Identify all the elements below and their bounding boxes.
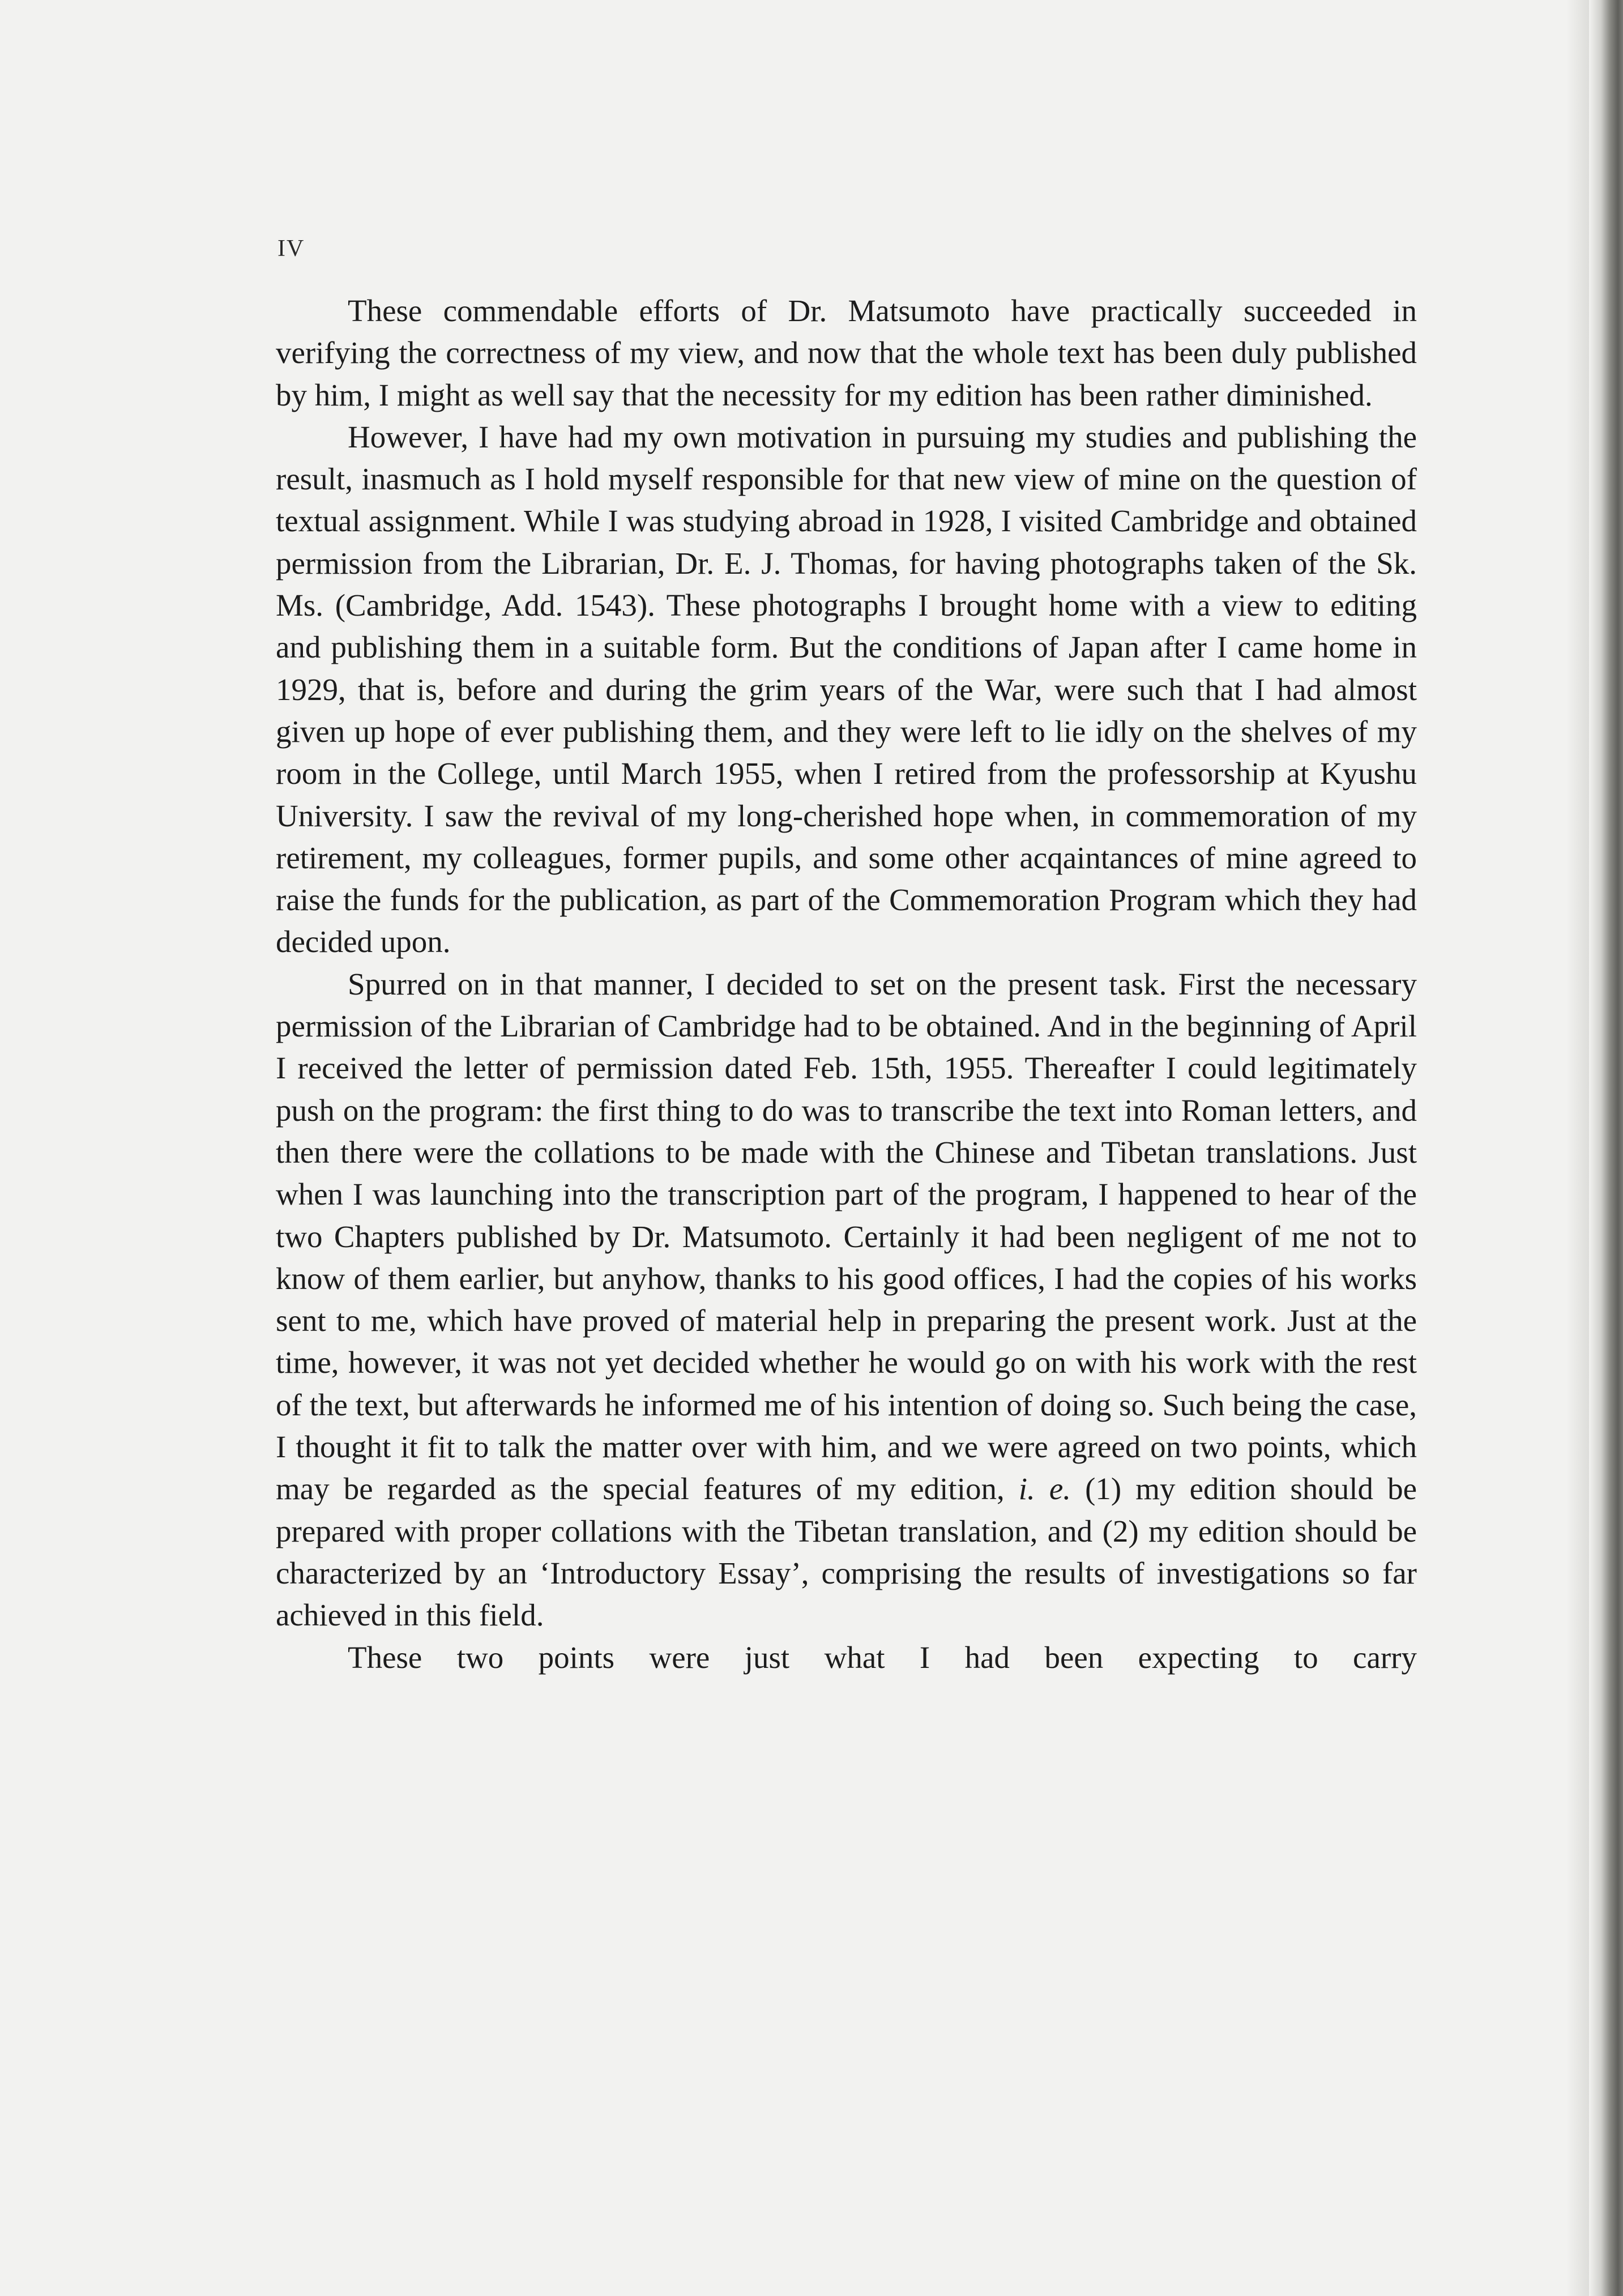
page-binding-edge bbox=[1589, 0, 1623, 2296]
page-number: IV bbox=[277, 236, 305, 262]
paragraph bbox=[276, 963, 1417, 1637]
paragraph bbox=[276, 290, 1417, 416]
paragraph-text: These commendable efforts of Dr. Matsumoto have practically succeeded in verifying the correctness of my view, and now that the whole text has been duly published by him, I might as well say that the necessity for my edition has been rather diminished. bbox=[276, 293, 1417, 412]
paragraph bbox=[276, 416, 1417, 963]
paragraph-continued bbox=[276, 1637, 1417, 1679]
paragraph-text: However, I have had my own motivation in pursuing my studies and publishing the result, inasmuch as I hold myself responsible for that new view of mine on the question of textual assignment. While I was studying abroad in 1928, I visited Cambridge and obtained permission from the Librarian, Dr. E. J. Thomas, for having photographs taken of the Sk. Ms. (Cambridge, Add. 1543). These photographs I brought home with a view to editing and publishing them in a suitable form. But the conditions of Japan after I came home in 1929, that is, before and during the grim years of the War, were such that I had almost given up hope of ever publishing them, and they were left to lie idly on the shelves of my room in the College, until March 1955, when I retired from the professorship at Kyushu University. I saw the revival of my long-cherished hope when, in commemoration of my retirement, my colleagues, former pupils, and some other acqaintances of mine agreed to raise the funds for the publication, as part of the Commemoration Program which they had decided upon. bbox=[276, 419, 1417, 959]
italic-abbreviation: i. e. bbox=[1018, 1471, 1071, 1507]
paragraph-text: Spurred on in that manner, I decided to set on the present task. First the necessary permission of the Librarian of Cambridge had to be obtained. And in the beginning of April I received the letter of permission dated Feb. 15th, 1955. Thereafter I could legitimately push on the program: the first thing to do was to transcribe the text into Roman letters, and then there were the collations to be made with the Chinese and Tibetan translations. Just when I was launching into the transcription part of the program, I happened to hear of the two Chapters published by Dr. Matsumoto. Certainly it had been negligent of me not to know of them earlier, but anyhow, thanks to his good offices, I had the copies of his works sent to me, which have proved of material help in preparing the present work. Just at the time, however, it was not yet decided whether he would go on with his work with the rest of the text, but afterwards he informed me of his intention of doing so. Such being the case, I thought it fit to talk the matter over with him, and we were agreed on two points, which may be regarded as the special features of my edition, bbox=[276, 966, 1417, 1507]
page-gutter-shadow bbox=[1566, 0, 1589, 2296]
paragraph-text: (1) my edition should be prepared with proper collations with the Tibetan translation, and (2) my edition should be characterized by an ‘Introductory Essay’, comprising the results of investigations so far achieved in this field. bbox=[276, 1471, 1417, 1633]
body-text bbox=[276, 290, 1417, 1679]
paragraph-text: These two points were just what I had been expecting to carry bbox=[348, 1640, 1417, 1675]
